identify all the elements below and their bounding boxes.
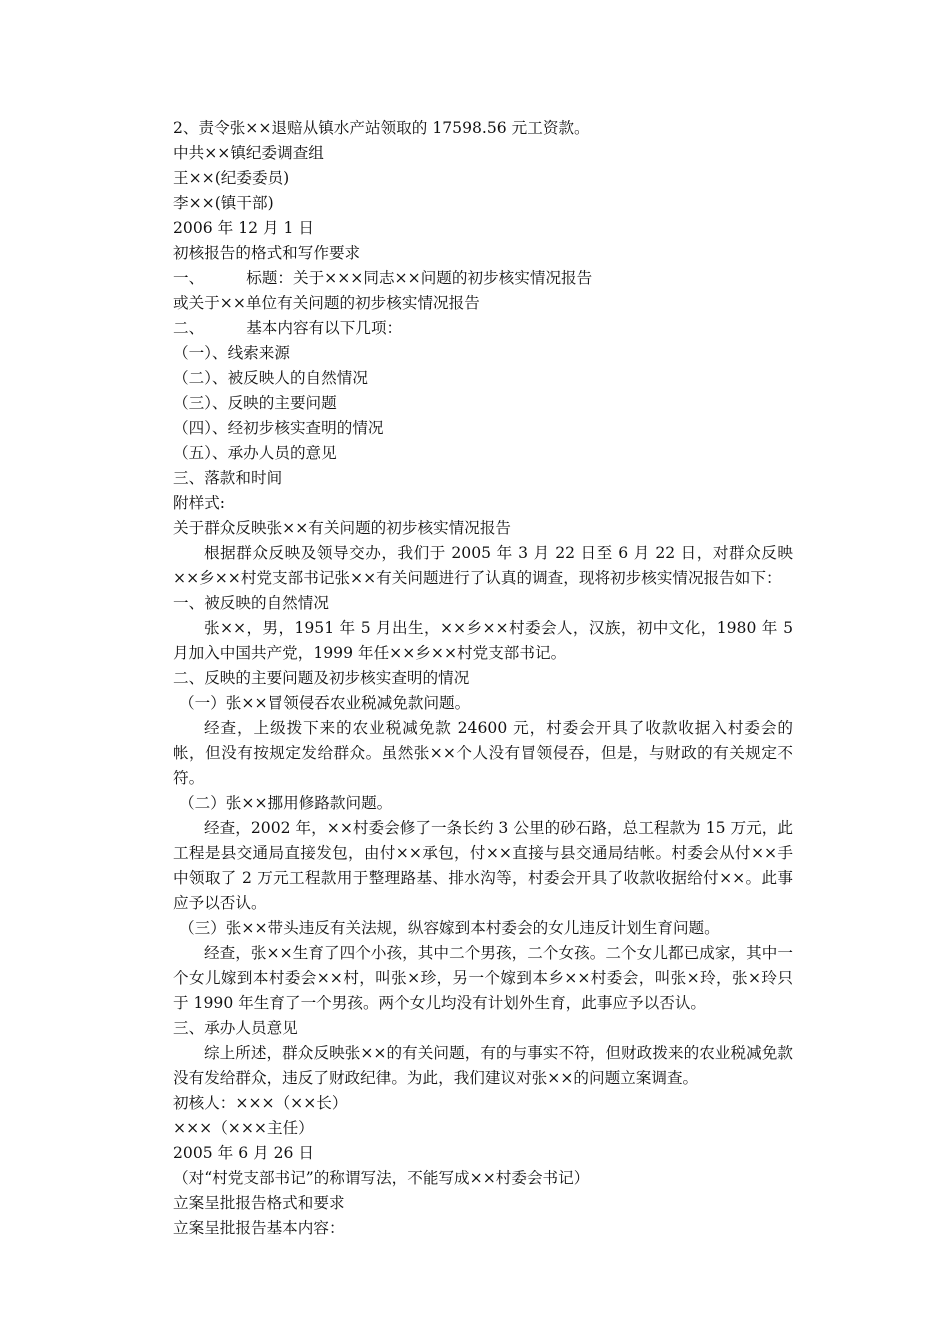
opinion-paragraph: 综上所述，群众反映张××的有关问题，有的与事实不符，但财政拨来的农业税减免款没有发给群众，违反了财政纪律。为此，我们建议对张××的问题立案调查。	[173, 1044, 793, 1087]
section-two-line	[173, 316, 793, 341]
date: 2005 年 6 月 26 日	[173, 1144, 315, 1162]
section-number: 一、	[173, 269, 205, 287]
problem-paragraph: 经查，张××生育了四个小孩，其中二个男孩，二个女孩。二个女儿都已成家，其中一个女儿嫁到本村委会××村，叫张×珍，另一个嫁到本乡××村委会，叫张×玲，张×玲只于 1990 年生育了一个男孩。两个女儿均没有计划外生育，此事应予以否认。	[173, 944, 793, 1012]
subheading: （三）张××带头违反有关法规，纵容嫁到本村委会的女儿违反计划生育问题。	[179, 919, 720, 937]
section-text: 标题：关于×××同志××问题的初步核实情况报告	[246, 269, 593, 287]
list-item: （一）、线索来源	[173, 344, 290, 362]
list-item: （三）、反映的主要问题	[173, 394, 337, 412]
appendix-label: 附样式:	[173, 494, 226, 512]
text-line: 中共××镇纪委调查组	[173, 144, 324, 162]
signature: 初核人：×××（××长）	[173, 1094, 348, 1112]
text-line: 李××(镇干部)	[173, 194, 274, 212]
sample-title: 关于群众反映张××有关问题的初步核实情况报告	[173, 519, 512, 537]
text-line: 2006 年 12 月 1 日	[173, 219, 315, 237]
subheading: （二）张××挪用修路款问题。	[179, 794, 393, 812]
text-line: 立案呈批报告基本内容：	[173, 1219, 345, 1237]
list-item: （二）、被反映人的自然情况	[173, 369, 368, 387]
problem-paragraph: 经查，上级拨下来的农业税减免款 24600 元，村委会开具了收款收据入村委会的帐，但没有按规定发给群众。虽然张××个人没有冒领侵吞，但是，与财政的有关规定不符。	[173, 719, 793, 787]
note: （对“村党支部书记”的称谓写法，不能写成××村委会书记）	[173, 1169, 590, 1187]
heading: 一、被反映的自然情况	[173, 594, 329, 612]
signature: ×××（×××主任）	[173, 1119, 314, 1137]
heading: 三、承办人员意见	[173, 1019, 298, 1037]
text-line: 三、落款和时间	[173, 469, 283, 487]
section-title: 立案呈批报告格式和要求	[173, 1194, 345, 1212]
document-body	[173, 116, 793, 1241]
section-one-line	[173, 266, 793, 291]
heading: 二、反映的主要问题及初步核实查明的情况	[173, 669, 470, 687]
section-title: 初核报告的格式和写作要求	[173, 244, 361, 262]
problem-paragraph: 经查，2002 年，××村委会修了一条长约 3 公里的砂石路，总工程款为 15 万元，此工程是县交通局直接发包，由付××承包，付××直接与县交通局结帐。村委会从付××手中领取了 2 万元工程款用于整理路基、排水沟等，村委会开具了收款收据给付××。此事应予以否认。	[173, 819, 793, 912]
natural-paragraph: 张××，男，1951 年 5 月出生，××乡××村委会人，汉族，初中文化，1980 年 5 月加入中国共产党，1999 年任××乡××村党支部书记。	[173, 619, 793, 662]
text-line: 或关于××单位有关问题的初步核实情况报告	[173, 294, 480, 312]
intro-paragraph: 根据群众反映及领导交办，我们于 2005 年 3 月 22 日至 6 月 22 日，对群众反映××乡××村党支部书记张××有关问题进行了认真的调查，现将初步核实情况报告如下：	[173, 544, 793, 587]
text-line: 王××(纪委委员)	[173, 169, 290, 187]
section-text: 基本内容有以下几项：	[246, 319, 403, 337]
list-item: （五）、承办人员的意见	[173, 444, 337, 462]
text-line: 2、责令张××退赔从镇水产站领取的 17598.56 元工资款。	[173, 119, 590, 137]
section-number: 二、	[173, 319, 205, 337]
list-item: （四）、经初步核实查明的情况	[173, 419, 384, 437]
subheading: （一）张××冒领侵吞农业税减免款问题。	[179, 694, 471, 712]
